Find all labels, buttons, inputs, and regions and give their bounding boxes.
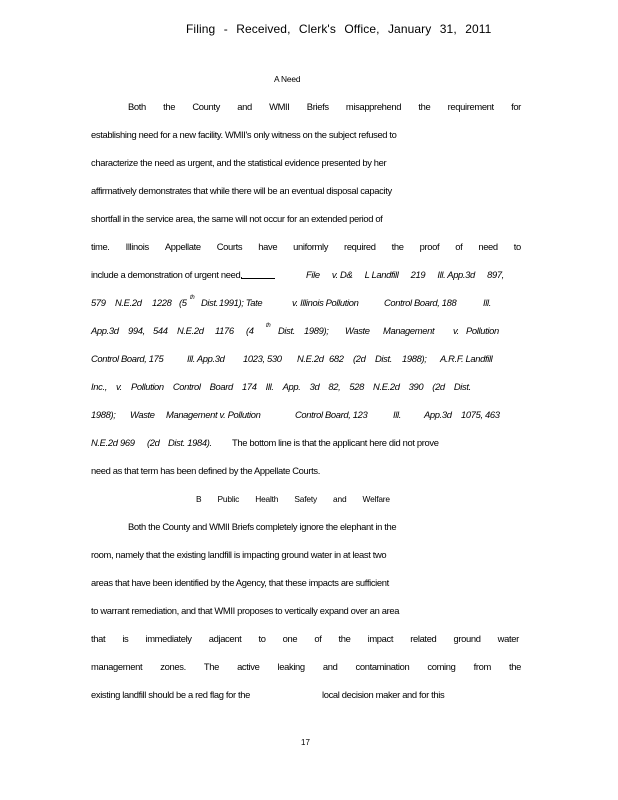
paragraph-line: Both the County and WMII Briefs completely ignore the elephant in the [128,521,397,532]
paragraph-line: existing landfill should be a red flag for the [91,689,251,700]
citation-line: App.3d 994, 544 N.E.2d 1176 (4 th Dist. 1989); Waste Management v. Pollution [91,323,499,336]
citation-line: Control Board, 175 Ill. App.3d 1023, 530 N.E.2d 682 (2d Dist. 1988); A.R.F. Landfill [91,353,493,364]
underline-gap [241,269,275,279]
citation-line: File v. D& L Landfill 219 Ill. App.3d 897, [306,269,504,280]
paragraph-line: The bottom line is that the applicant here did not prove [232,437,439,448]
paragraph-line: affirmatively demonstrates that while there will be an eventual disposal capacity [91,185,392,196]
paragraph-line: Both the County and WMII Briefs misapprehend the requirement for [128,101,521,112]
paragraph-line: need as that term has been defined by the Appellate Courts. [91,465,320,476]
section-heading-public-health: B Public Health Safety and Welfare [196,494,390,504]
citation-line: Inc., v. Pollution Control Board 174 Ill. App. 3d 82, 528 N.E.2d 390 (2d Dist. [91,381,471,392]
section-heading-need: A Need [274,74,301,84]
paragraph-line: management zones. The active leaking and contamination coming from the [91,661,521,672]
paragraph-line: shortfall in the service area, the same will not occur for an extended period of [91,213,383,224]
citation-line: 579 N.E.2d 1228 (5 th Dist. 1991); Tate v. Illinois Pollution Control Board, 188 Ill. [91,295,491,308]
paragraph-line: that is immediately adjacent to one of the impact related ground water [91,633,519,644]
paragraph-line: areas that have been identified by the Agency, that these impacts are sufficient [91,577,389,588]
filing-header: Filing - Received, Clerk's Office, January 31, 2011 [186,22,492,36]
paragraph-line: to warrant remediation, and that WMII proposes to vertically expand over an area [91,605,400,616]
citation-line: 1988); Waste Management v. Pollution Control Board, 123 Ill. App.3d 1075, 463 [91,409,500,420]
paragraph-line: include a demonstration of urgent need. [91,269,275,281]
paragraph-line: time. Illinois Appellate Courts have uniformly required the proof of need to [91,241,521,252]
paragraph-line: characterize the need as urgent, and the statistical evidence presented by her [91,157,387,168]
page-number: 17 [301,738,310,747]
citation-line: N.E.2d 969 (2d Dist. 1984). [91,437,212,448]
paragraph-line: room, namely that the existing landfill is impacting ground water in at least two [91,549,387,560]
paragraph-line: local decision maker and for this [322,689,445,700]
paragraph-line: establishing need for a new facility. WMII's only witness on the subject refused to [91,129,397,140]
